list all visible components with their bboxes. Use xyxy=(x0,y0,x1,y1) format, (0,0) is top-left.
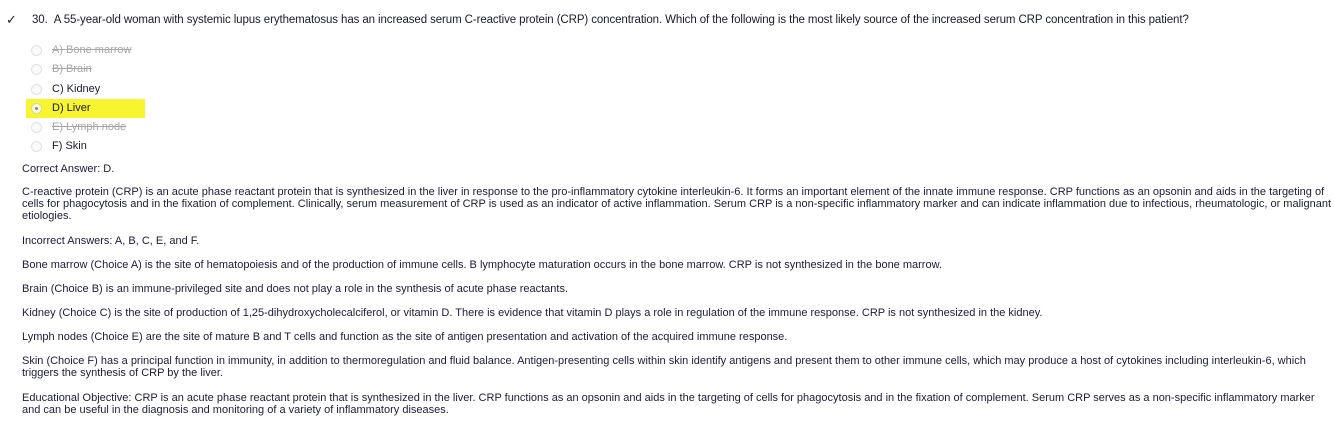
answer-choices xyxy=(26,41,146,157)
correct-answer: Correct Answer: D. xyxy=(22,163,115,175)
choice-e[interactable] xyxy=(26,118,146,137)
explanation-brain: Brain (Choice B) is an immune-privileged site and does not play a role in the synthesis of acute phase reactants. xyxy=(22,283,569,295)
question-text: A 55-year-old woman with systemic lupus erythematosus has an increased serum C-reactive protein (CRP) concentration. Which of the following is the most likely source of the increased serum CRP concentration in this patient? xyxy=(53,14,1189,26)
choice-f-label: F) Skin xyxy=(52,140,87,153)
choice-d[interactable] xyxy=(26,99,145,118)
explanation-lymph-nodes: Lymph nodes (Choice E) are the site of mature B and T cells and function as the site of antigen presentation and activation of the acquired immune response. xyxy=(22,331,788,343)
choice-f[interactable] xyxy=(26,137,146,156)
question-stem xyxy=(32,14,1189,26)
radio-f[interactable] xyxy=(31,141,42,152)
choice-e-label: E) Lymph node xyxy=(52,121,127,134)
question-number: 30. xyxy=(32,14,48,26)
choice-c[interactable] xyxy=(26,80,146,99)
choice-a[interactable] xyxy=(26,41,146,60)
radio-e[interactable] xyxy=(31,122,42,133)
choice-b[interactable] xyxy=(26,60,146,79)
explanation-bone-marrow: Bone marrow (Choice A) is the site of hematopoiesis and of the production of immune cells. B lymphocyte maturation occurs in the bone marrow. CRP is not synthesized in the bone marrow. xyxy=(22,259,942,271)
educational-objective: Educational Objective: CRP is an acute phase reactant protein that is synthesized in the liver. CRP functions as an opsonin and aids in the targeting of cells for phagocytosis and in the fixation of complement. Serum CRP serves as a non-specific inflammatory marker and can be useful in the diagnosis and monitoring of a variety of inflammatory diseases. xyxy=(22,392,1315,416)
choice-a-label: A) Bone marrow xyxy=(52,44,132,56)
explanation-overview: C-reactive protein (CRP) is an acute phase reactant protein that is synthesized in the liver in response to the pro-inflammatory cytokine interleukin-6. It forms an important element of the innate immune response. CRP functions as an opsonin and aids in the targeting of cells for phagocytosis and in the fixation of complement. Clinically, serum measurement of CRP is used as an indicator of active inflammation. Serum CRP is a non-specific inflammatory marker and can indicate inflammation due to infectious, rheumatologic, or malignant etiologies. xyxy=(22,186,1331,222)
choice-d-label: D) Liver xyxy=(52,101,91,114)
explanation-kidney: Kidney (Choice C) is the site of production of 1,25-dihydroxycholecalciferol, or vitamin D. There is evidence that vitamin D plays a role in regulation of the immune response. CRP is not synthesized in the kidney. xyxy=(22,307,1043,319)
radio-c[interactable] xyxy=(31,84,42,95)
radio-b[interactable] xyxy=(31,64,42,75)
choice-b-label: B) Brain xyxy=(52,63,92,76)
incorrect-answers: Incorrect Answers: A, B, C, E, and F. xyxy=(22,235,200,247)
explanation-skin: Skin (Choice F) has a principal function in immunity, in addition to thermoregulation and fluid balance. Antigen-presenting cells within skin identify antigens and present them to other immune cells, which may produce a host of cytokines including interleukin-6, which triggers the synthesis of CRP by the liver. xyxy=(22,355,1306,379)
choice-c-label: C) Kidney xyxy=(52,82,101,95)
radio-d[interactable] xyxy=(31,103,42,114)
answered-check-icon: ✓ xyxy=(6,12,17,27)
radio-a[interactable] xyxy=(31,45,42,56)
